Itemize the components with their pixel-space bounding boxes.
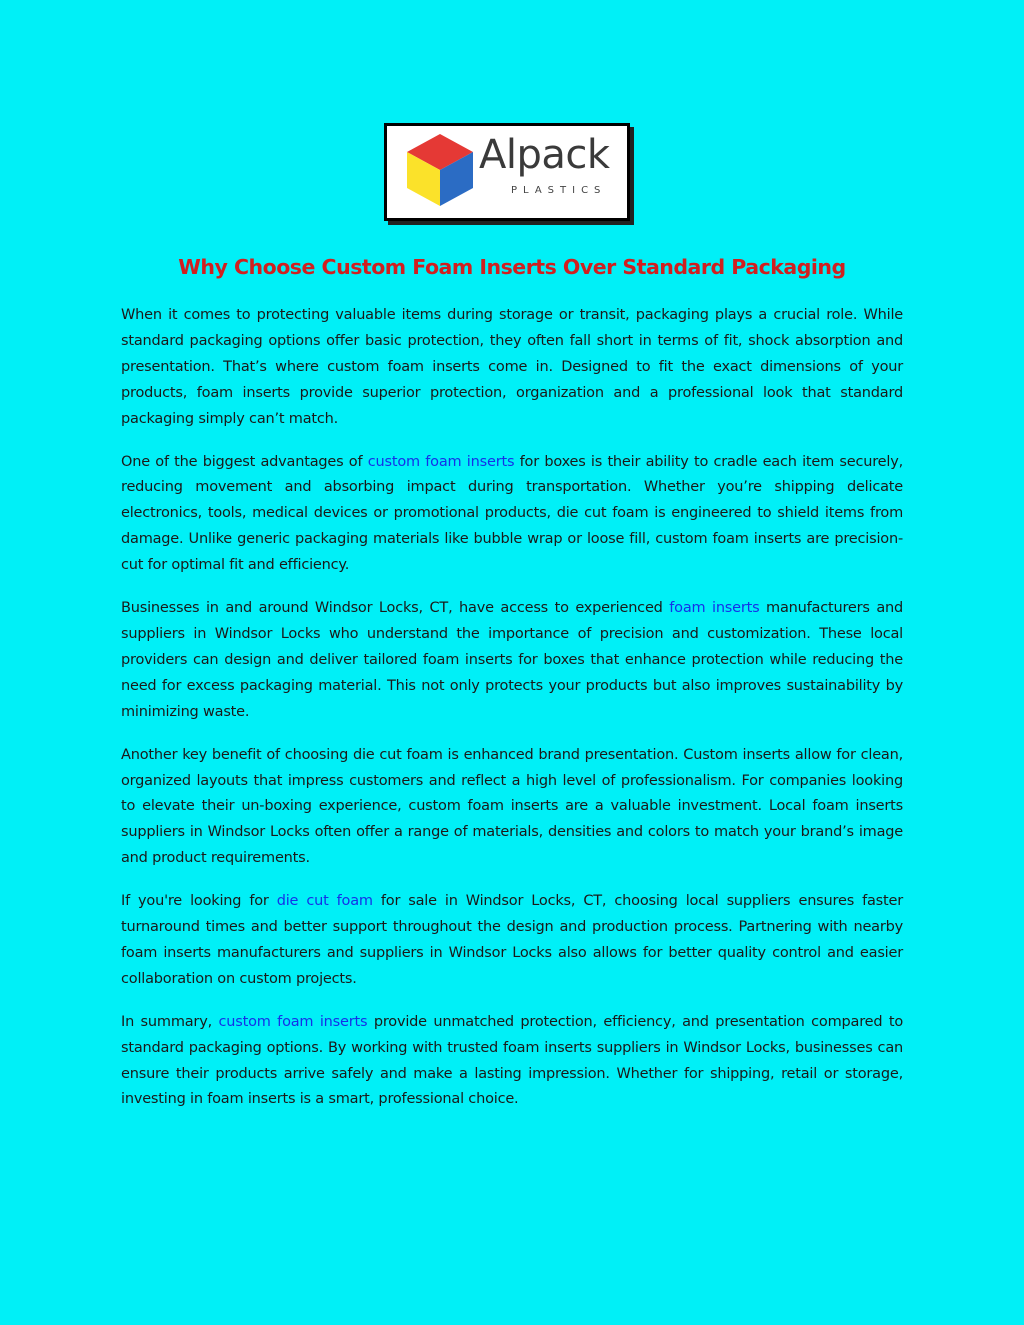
paragraph-text: Another key benefit of choosing die cut foam is enhanced brand presentation. Custom inserts allow for clean, organized layouts that impress customers and reflect a high level of professionalism. For companies looking to elevate their un-boxing experience, custom foam inserts are a valuable investment. Local foam inserts suppliers in Windsor Locks often offer a range of materials, densities and colors to match your brand’s image and product requirements. xyxy=(121,746,903,867)
custom-foam-inserts-link[interactable]: custom foam inserts xyxy=(367,453,515,470)
logo-wordmark: Alpack xyxy=(479,132,610,178)
paragraph-5 xyxy=(121,889,903,993)
paragraph-text: provide unmatched protection, efficiency, and presentation compared to standard packaging options. By working with trusted foam inserts suppliers in Windsor Locks, businesses can ensure their products arrive safely and make a lasting impression. Whether for shipping, retail or storage, investing in foam inserts is a smart, professional choice. xyxy=(121,1013,904,1108)
company-logo xyxy=(384,123,630,221)
cube-logo-icon xyxy=(405,132,475,208)
paragraph-6 xyxy=(121,1010,903,1114)
logo-subtitle: PLASTICS xyxy=(511,185,607,196)
foam-inserts-link[interactable]: foam inserts xyxy=(669,600,760,617)
paragraph-text: In summary, xyxy=(121,1013,219,1030)
paragraph-4 xyxy=(121,743,903,873)
custom-foam-inserts-link[interactable]: custom foam inserts xyxy=(218,1013,368,1030)
paragraph-1 xyxy=(121,303,903,433)
paragraph-3 xyxy=(121,596,903,726)
paragraph-text: When it comes to protecting valuable items during storage or transit, packaging plays a crucial role. While standard packaging options offer basic protection, they often fall short in terms of fit, shock absorption and presentation. That’s where custom foam inserts come in. Designed to fit the exact dimensions of your products, foam inserts provide superior protection, organization and a professional look that standard packaging simply can’t match. xyxy=(121,307,903,427)
article-body xyxy=(121,303,903,1130)
page-title: Why Choose Custom Foam Inserts Over Standard Packaging xyxy=(178,255,846,279)
die-cut-foam-link[interactable]: die cut foam xyxy=(276,893,373,910)
paragraph-2 xyxy=(121,450,903,580)
paragraph-text: for boxes is their ability to cradle each item securely, reducing movement and absorbing impact during transportation. Whether you’re shipping delicate electronics, tools, medical devices or promotional products, die cut foam is engineered to shield items from damage. Unlike generic packaging materials like bubble wrap or loose fill, custom foam inserts are precision-cut for optimal fit and efficiency. xyxy=(121,453,904,574)
paragraph-text: manufacturers and suppliers in Windsor Locks who understand the importance of precision and customization. These local providers can design and deliver tailored foam inserts for boxes that enhance protection while reducing the need for excess packaging material. This not only protects your products but also improves sustainability by minimizing waste. xyxy=(121,600,904,720)
paragraph-text: Businesses in and around Windsor Locks, CT, have access to experienced xyxy=(121,600,670,617)
paragraph-text: If you're looking for xyxy=(121,893,277,910)
paragraph-text: for sale in Windsor Locks, CT, choosing local suppliers ensures faster turnaround times and better support throughout the design and production process. Partnering with nearby foam inserts manufacturers and suppliers in Windsor Locks also allows for better quality control and easier collaboration on custom projects. xyxy=(121,893,904,987)
paragraph-text: One of the biggest advantages of xyxy=(121,453,368,470)
